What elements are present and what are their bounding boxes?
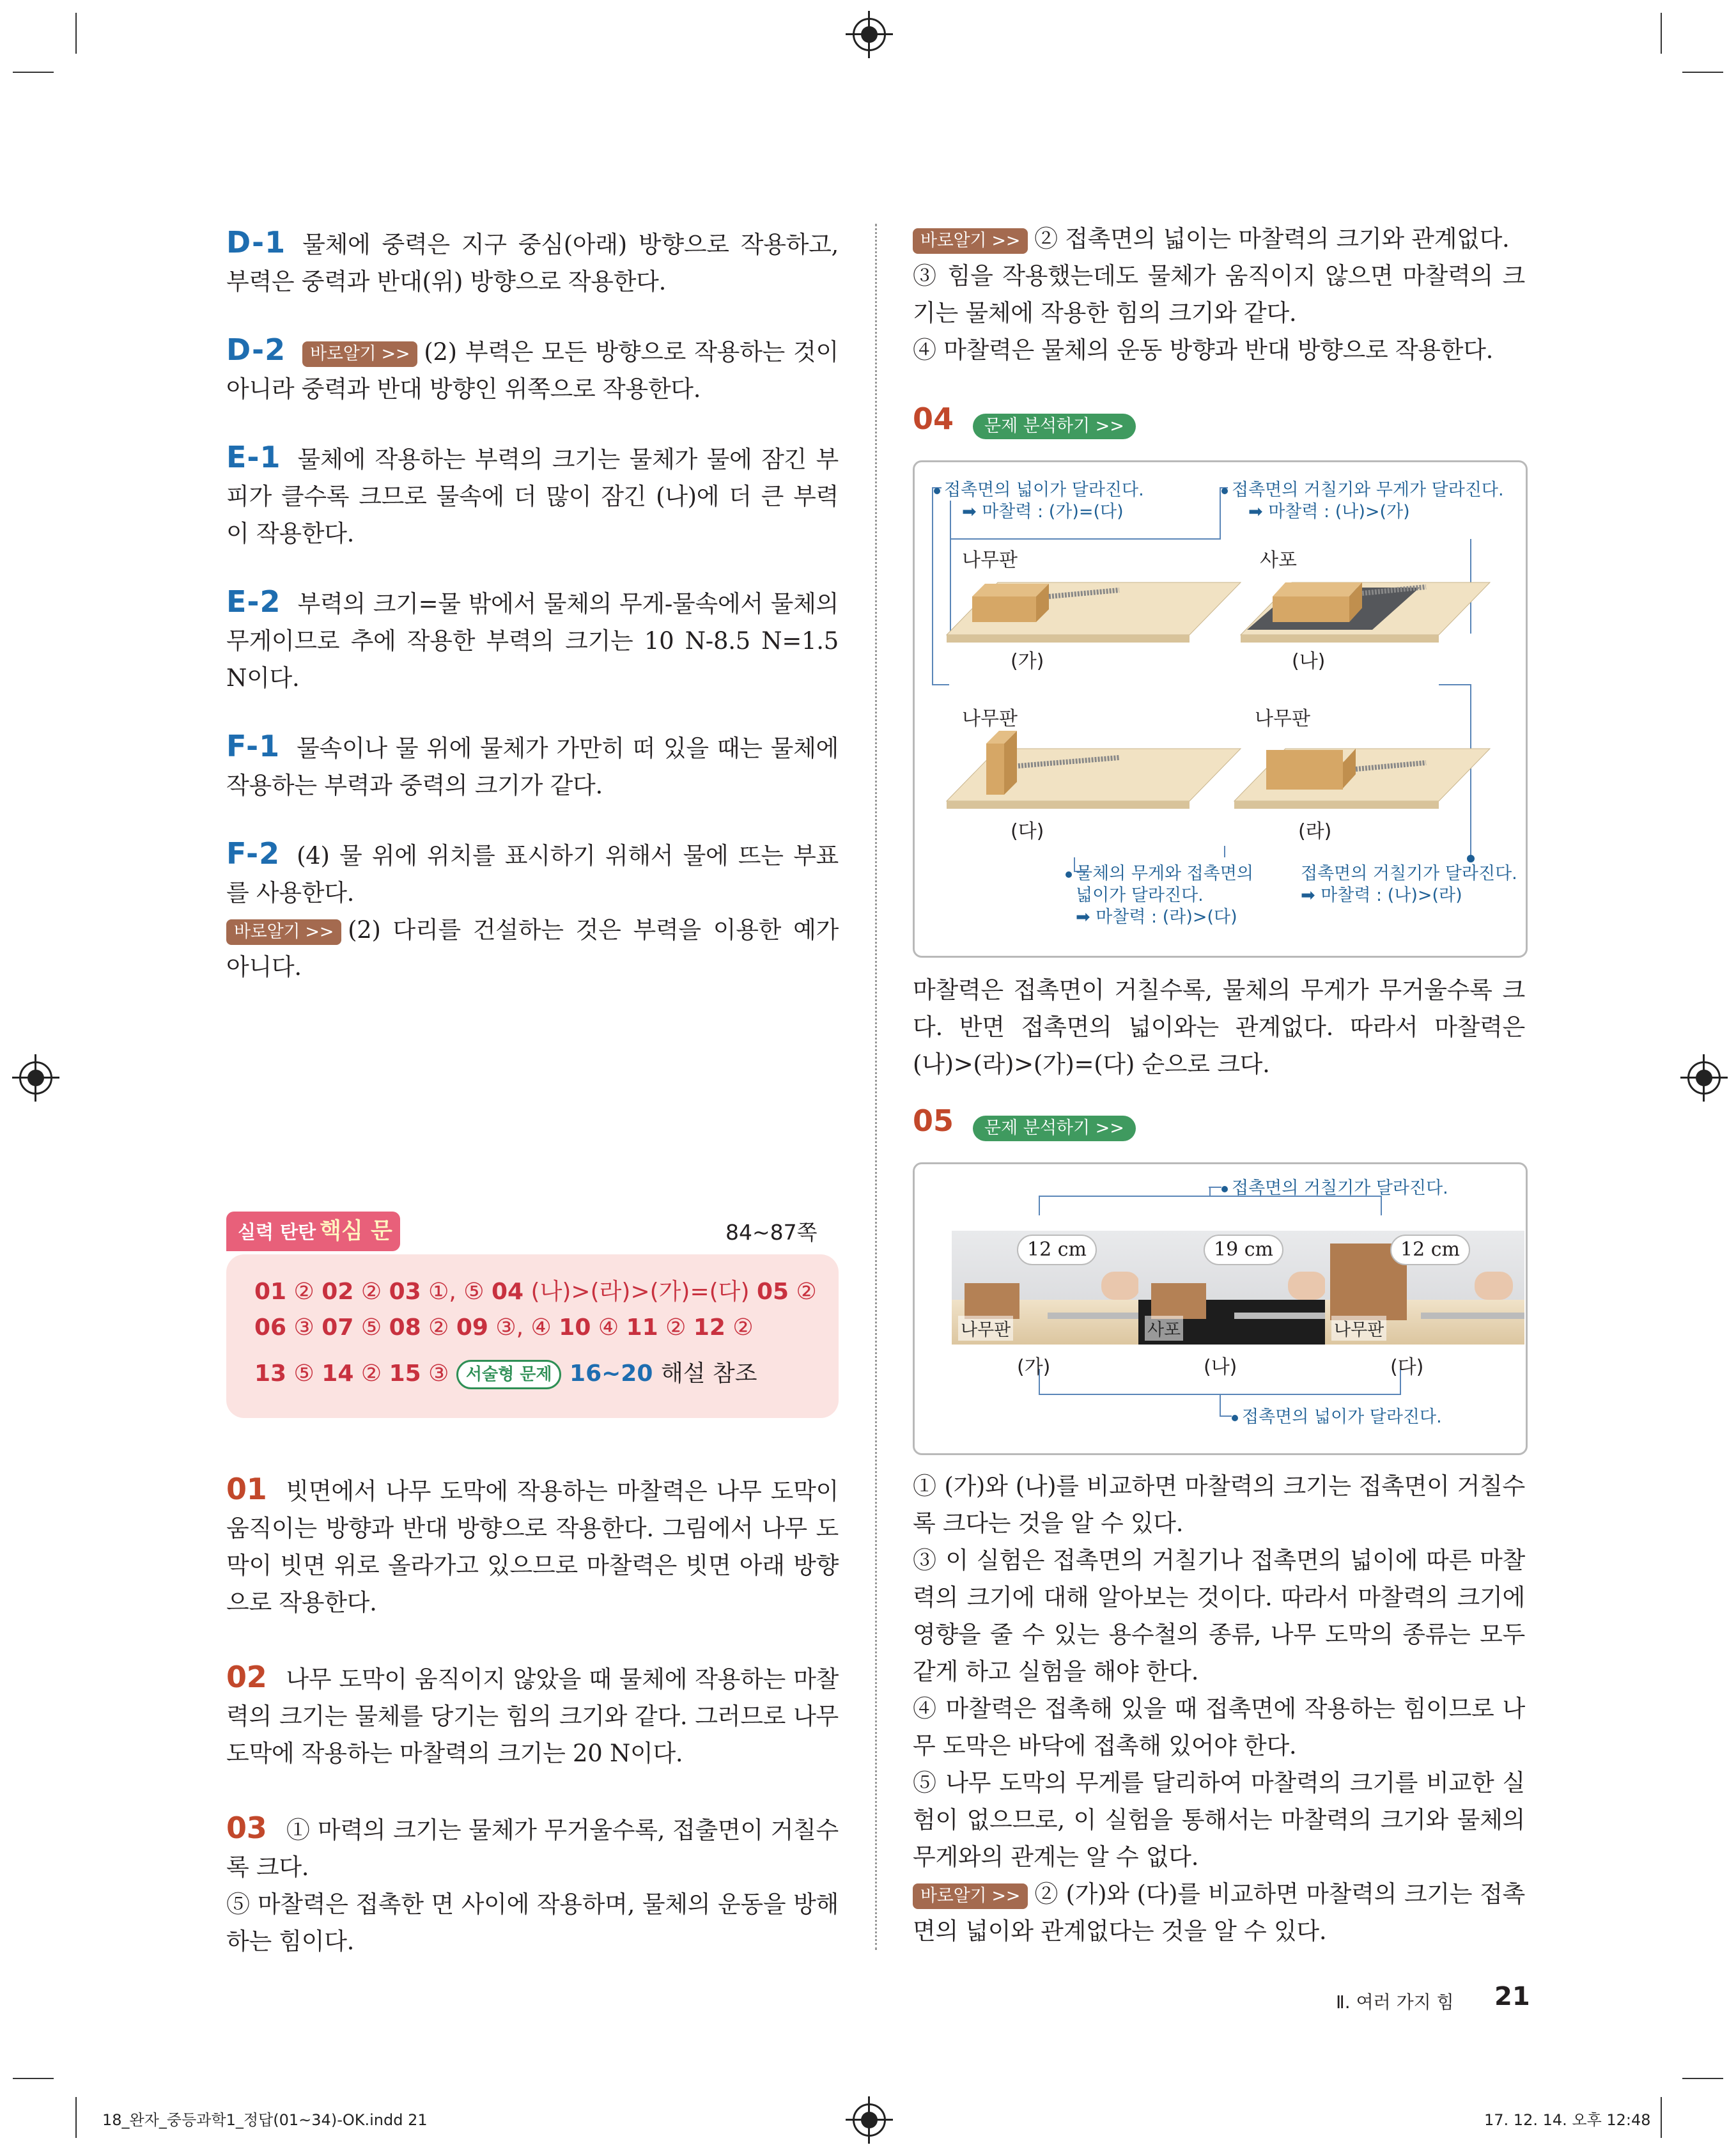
panel-label: (다) [1390,1356,1424,1378]
figure-05 [913,1162,1528,1455]
panel-label: (나) [1204,1356,1237,1378]
answer-key-value: ② [725,1314,754,1341]
distance-tag: 12 cm [1390,1235,1470,1265]
distance-tag: 19 cm [1204,1235,1283,1265]
answer-key-number: 03 [389,1279,421,1305]
answer-04-text: 마찰력은 접촉면이 거칠수록, 물체의 무게가 무거울수록 크다. 반면 접촉면의 넓이와는 관계없다. 따라서 마찰력은 (나)>(라)>(가)=(다) 순으로 크다. [913,976,1525,1078]
print-slug-date: 17. 12. 14. 오후 12:48 [1484,2111,1651,2129]
right-column-top: 바로알기 >> ② 접촉면의 넓이는 마찰력의 크기와 관계없다. ③ 힘을 작용했는데도 물체가 움직이지 않으면 마찰력의 크기는 물체에 작용한 힘의 크기와 같다. ④ 마찰력은 물체의 운동 방향과 반대 방향으로 작용한다. [913,225,1525,364]
answer-f2: F-2 (4) 물 위에 위치를 표시하기 위해서 물에 뜨는 부표를 사용한다. [226,836,839,907]
answer-key-value: ② [353,1279,389,1305]
correction-tag: 바로알기 >> [913,228,1028,254]
fig04-bottom-right-note: 접촉면의 거칠기가 달라진다. [1301,864,1517,884]
arrow-right-icon: ➡ [1076,907,1096,927]
answer-key-row-3 [254,1355,757,1389]
panel-label: (가) [1011,650,1044,673]
essay-range: 16~20 [570,1361,653,1387]
correction-tag: 바로알기 >> [226,919,341,945]
answer-key-number: 10 [559,1314,591,1341]
crop-mark [75,13,77,54]
page-number: 21 [1494,1982,1530,2011]
distance-tag: 12 cm [1017,1235,1097,1265]
answer-key-number: 08 [389,1314,421,1341]
panel-label: (나) [1292,650,1326,673]
registration-mark-icon [853,18,886,51]
answer-key-value: ② [658,1314,694,1341]
answer-key-number: 09 [456,1314,488,1341]
answer-key-number: 06 [254,1314,287,1341]
answer-key-value: ② [421,1314,456,1341]
analysis-tag: 문제 분석하기 >> [973,414,1136,439]
answer-d2: D-2 바로알기 >> (2) 부력은 모든 방향으로 작용하는 것이 아니라 중력과 반대 방향인 위쪽으로 작용한다. [226,332,839,403]
arrow-right-icon: ➡ [1248,502,1269,522]
surface-label: 나무판 [962,549,1018,572]
fig04-top-right-note: 접촉면의 거칠기와 무게가 달라진다. [1221,479,1504,502]
answer-02: 02 나무 도막이 움직이지 않았을 때 물체에 작용하는 마찰력의 크기는 물체를 당기는 힘의 크기와 같다. 그러므로 나무 도막에 작용하는 마찰력의 크기는 20 N이다. [226,1660,839,1767]
crop-mark [1682,72,1723,73]
answer-key-row-1 [254,1274,817,1306]
column-divider [875,224,877,1950]
fig05-top-note: 접촉면의 거칠기가 달라진다. [1221,1177,1448,1200]
registration-mark-icon [1687,1061,1721,1095]
crop-mark [1682,2078,1723,2079]
answer-e1: E-1 물체에 작용하는 부력의 크기는 물체가 물에 잠긴 부피가 클수록 크므로 물속에 더 많이 잠긴 (나)에 더 큰 부력이 작용한다. [226,440,839,547]
answer-key-value: ⑤ [353,1314,389,1341]
answer-key-number: 01 [254,1279,287,1305]
chapter-label: Ⅱ. 여러 가지 힘 [1336,1992,1454,2013]
answer-key-value: ② [286,1279,322,1305]
answer-f1: F-1 물속이나 물 위에 물체가 가만히 떠 있을 때는 물체에 작용하는 부력과 중력의 크기가 같다. [226,729,839,799]
left-column-bottom [226,1470,839,1960]
crop-mark [1661,13,1662,54]
photo-panel-na: 사포 [1138,1231,1338,1345]
fig04-bottom-left-note: 물체의 무게와 접촉면의 [1066,862,1253,885]
answer-d1: D-1 물체에 중력은 지구 중심(아래) 방향으로 작용하고, 부력은 중력과 반대(위) 방향으로 작용한다. [226,225,839,295]
question-04-heading: 04 문제 분석하기 >> [913,402,1136,439]
answer-key-value: (나)>(라)>(가)=(다) [523,1279,757,1305]
arrow-right-icon: ➡ [962,502,982,522]
fig04-top-left-note: 접촉면의 넓이가 달라진다. [934,479,1144,502]
fig05-bottom-note: 접촉면의 넓이가 달라진다. [1232,1406,1442,1429]
answer-03-line2: ⑤ 마찰력은 접촉한 면 사이에 작용하며, 물체의 운동을 방해하는 힘이다. [226,1891,839,1955]
answer-e2: E-2 부력의 크기=물 밖에서 물체의 무게-물속에서 물체의 무게이므로 추에 작용한 부력의 크기는 10 N-8.5 N=1.5 N이다. [226,584,839,692]
photo-panel-da: 나무판 [1325,1231,1524,1345]
arrow-right-icon: ➡ [1301,885,1321,905]
answer-key-heading: 실력 탄탄 핵심 문 [226,1212,400,1251]
answer-key-number: 15 [389,1361,421,1387]
left-column-top [226,224,839,986]
answer-key-number: 05 [756,1279,789,1305]
answer-key-value: ③ [421,1361,456,1387]
registration-mark-icon [19,1061,52,1095]
analysis-tag: 문제 분석하기 >> [973,1116,1136,1141]
surface-label: 사포 [1260,549,1297,572]
answer-key-row-2 [254,1314,754,1341]
answer-key-value: ③, ④ [488,1314,559,1341]
correction-tag: 바로알기 >> [913,1883,1028,1909]
photo-panel-ga: 나무판 [952,1231,1151,1345]
surface-label: 나무판 [1255,708,1310,730]
answer-key-number: 12 [693,1314,725,1341]
crop-mark [13,2078,54,2079]
figure-04: 접촉면의 넓이가 달라진다. ➡ 마찰력 : (가)=(다) 접촉면의 거칠기와 무게가 달라진다. ➡ 마찰력 : (나)>(가) 나무판 사포 (가) (나) 나무판 나무판 (다) (라) 물체의 무게와 접촉면의 넓이가 달라진다. ➡ 마찰력 : (라)>(다) 접촉면의 거칠기가 달라진다. ➡ 마찰력 : (나)>(라) [913,460,1528,958]
answer-key-number: 02 [322,1279,354,1305]
answer-f2-correction: 바로알기 >> (2) 다리를 건설하는 것은 부력을 이용한 예가 아니다. [226,916,839,981]
correction-tag: 바로알기 >> [302,341,417,367]
answer-key-value: ①, ⑤ [421,1279,492,1305]
answer-03: 03 ① 마력의 크기는 물체가 무거울수록, 접출면이 거칠수록 크다. [226,1811,839,1881]
answer-key-number: 14 [322,1361,354,1387]
answer-key-value: ② [789,1279,817,1305]
crop-mark [1661,2097,1662,2138]
answer-key-number: 11 [626,1314,658,1341]
answer-key-number: 13 [254,1361,287,1387]
essay-ref: 해설 참조 [660,1361,757,1387]
panel-label: (가) [1017,1356,1051,1378]
panel-label: (라) [1298,820,1332,843]
answer-01: 01 빗면에서 나무 도막에 작용하는 마찰력은 나무 도막이 움직이는 방향과 반대 방향으로 작용한다. 그림에서 나무 도막이 빗면 위로 올라가고 있으므로 마찰력은 빗면 아래 방향으로 작용한다. [226,1472,839,1616]
surface-label: 나무판 [962,708,1018,730]
question-05-heading: 05 문제 분석하기 >> [913,1103,1136,1141]
essay-question-pill: 서술형 문제 [456,1360,562,1389]
print-slug-file: 18_완자_중등과학1_정답(01~34)-OK.indd 21 [102,2111,428,2129]
answer-key-number: 07 [322,1314,354,1341]
answer-05-text: ① (가)와 (나)를 비교하면 마찰력의 크기는 접촉면이 거칠수록 크다는 것을 알 수 있다. ③ 이 실험은 접촉면의 거칠기나 접촉면의 넓이에 따른 마찰력의 크기에 대해 알아보는 것이다. 따라서 마찰력의 크기에 영향을 줄 수 있는 용수철의 종류, 나무 도막의 종류는 모두 같게 하고 실험을 해야 한다. ④ 마찰력은 접촉해 있을 때 접촉면에 작용하는 힘이므로 나무 도막은 바닥에 접촉해 있어야 한다. ⑤ 나무 도막의 무게를 달리하여 마찰력의 크기를 비교한 실험이 없으므로, 이 실험을 통해서는 마찰력의 크기와 물체의 무게와의 관계는 알 수 없다. 바로알기 >> ② (가)와 (다)를 비교하면 마찰력의 크기는 접촉면의 넓이와 관계없다는 것을 알 수 있다. [913,1472,1525,1945]
answer-key-value: ⑤ [286,1361,322,1387]
answer-key-pages: 84~87쪽 [725,1220,818,1245]
panel-label: (다) [1011,820,1044,843]
crop-mark [13,72,54,73]
crop-mark [75,2097,77,2138]
registration-mark-icon [853,2103,886,2137]
answer-key-value: ② [353,1361,389,1387]
answer-key-value: ③ [286,1314,322,1341]
answer-key-value: ④ [591,1314,626,1341]
answer-key-number: 04 [492,1279,524,1305]
